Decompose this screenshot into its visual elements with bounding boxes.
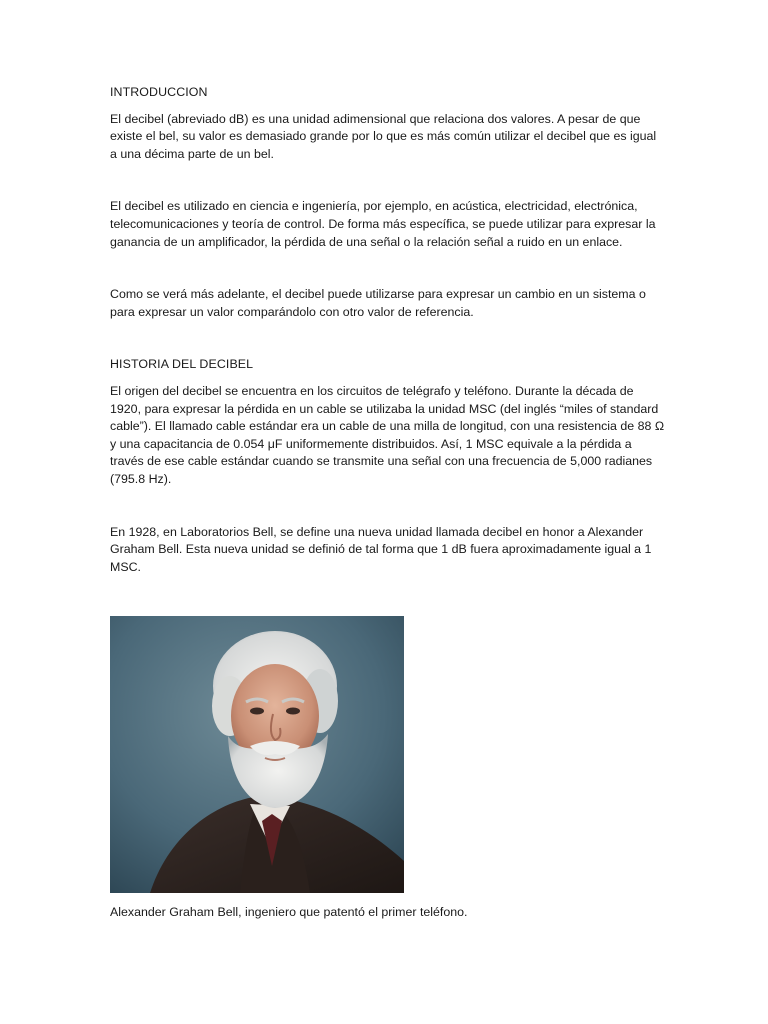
spacer: [110, 163, 665, 198]
heading-historia: HISTORIA DEL DECIBEL: [110, 357, 254, 372]
portrait-photo: [110, 616, 404, 893]
paragraph-historia-2: En 1928, en Laboratorios Bell, se define una nueva unidad llamada decibel en honor a Alexander Graham Bell. Esta nueva unidad se definió de tal forma que 1 dB fuera aproximadamente igual a 1 MSC.: [110, 524, 652, 574]
portrait-illustration: [110, 616, 404, 893]
paragraph-intro-3: Como se verá más adelante, el decibel puede utilizarse para expresar un cambio en un sistema o para expresar un valor comparándolo con otro valor de referencia.: [110, 287, 646, 319]
spacer: [110, 321, 665, 356]
document-body: [110, 84, 665, 576]
photo-caption: Alexander Graham Bell, ingeniero que patentó el primer teléfono.: [110, 905, 468, 919]
spacer: [110, 489, 665, 524]
paragraph-intro-1: El decibel (abreviado dB) es una unidad adimensional que relaciona dos valores. A pesar de que existe el bel, su valor es demasiado grande por lo que es más común utilizar el decibel que es igual a una décima parte de un bel.: [110, 111, 657, 161]
paragraph-historia-1: El origen del decibel se encuentra en los circuitos de telégrafo y teléfono. Durante la década de 1920, para expresar la pérdida en un cable se utilizaba la unidad MSC (del inglés “miles of standard cable”). El llamado cable estándar era un cable de una milla de longitud, con una resistencia de 88 Ω y una capacitancia de 0.054 μF uniformemente distribuidos. Así, 1 MSC equivale a la pérdida a través de ese cable estándar cuando se transmite una señal con una frecuencia de 5,000 radianes (795.8 Hz).: [110, 383, 665, 486]
paragraph-intro-2: El decibel es utilizado en ciencia e ingeniería, por ejemplo, en acústica, electricidad, electrónica, telecomunicaciones y teoría de control. De forma más específica, se puede utilizar para expresar la ganancia de un amplificador, la pérdida de una señal o la relación señal a ruido en un enlace.: [110, 199, 656, 249]
spacer: [110, 251, 665, 286]
heading-introduccion: INTRODUCCION: [110, 85, 208, 99]
